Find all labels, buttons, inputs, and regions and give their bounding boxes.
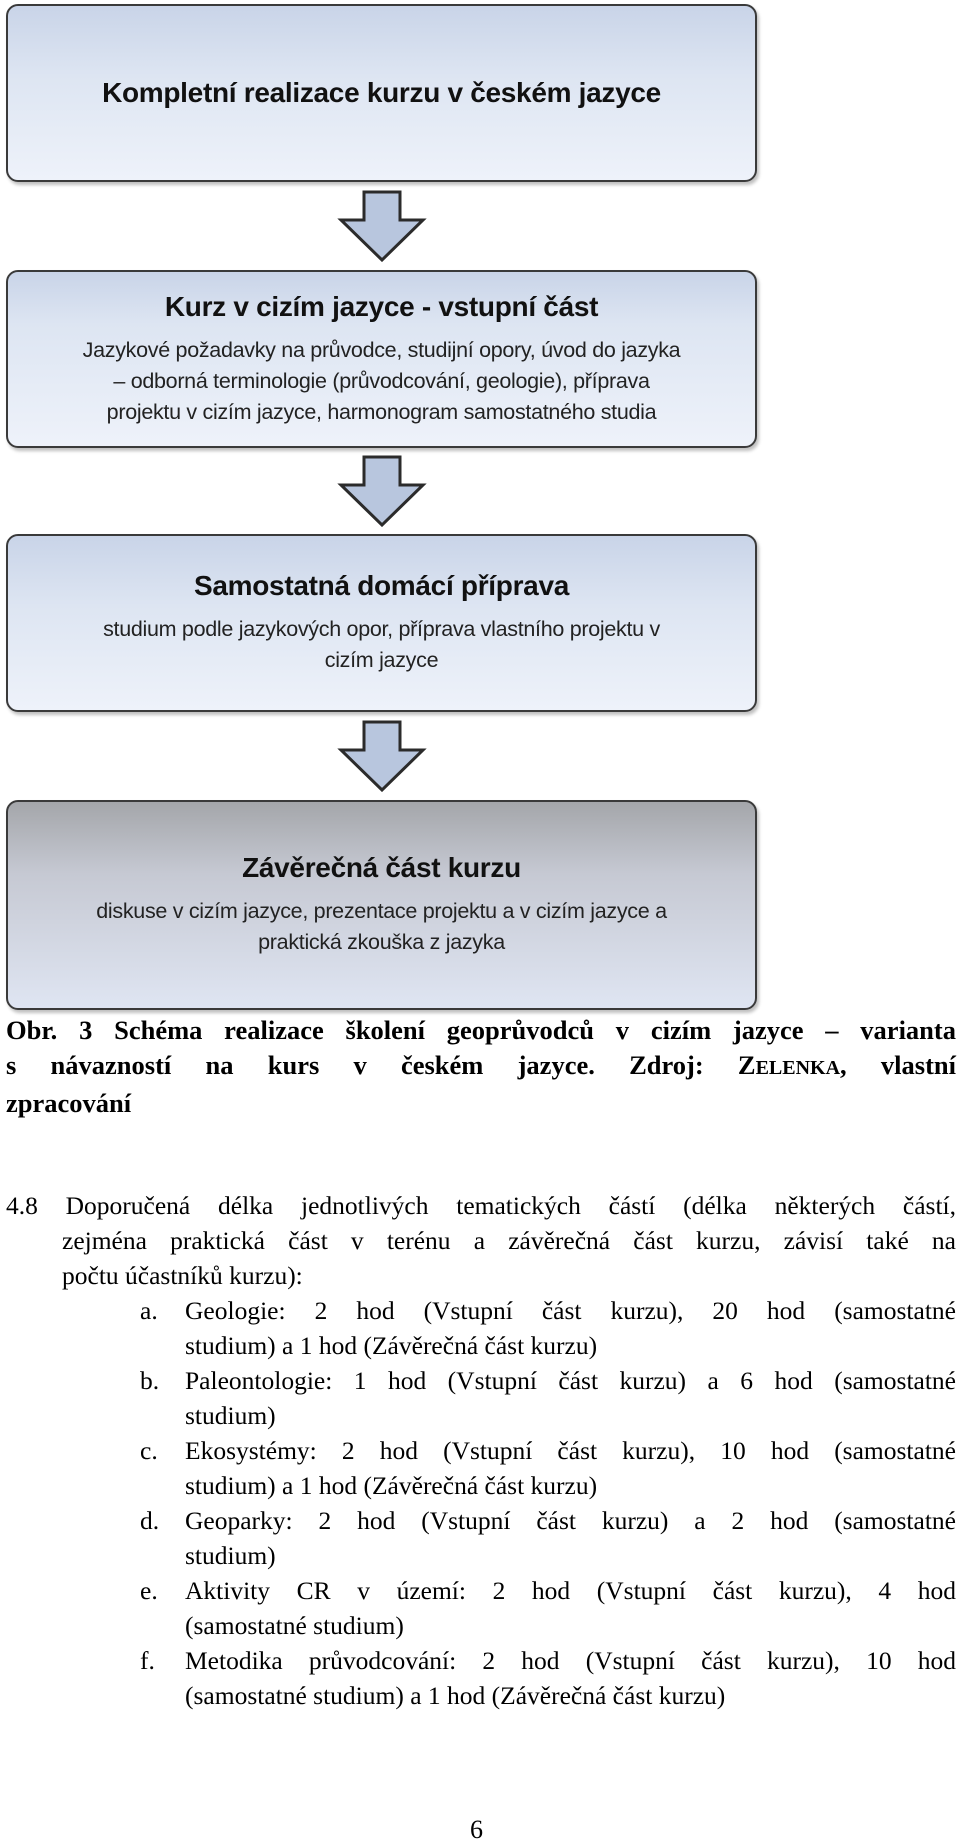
list-item-text: Paleontologie: 1 hod (Vstupní část kurzu) a 6 hod (samostatné [185, 1366, 956, 1395]
list-item [140, 1643, 956, 1713]
list-item-letter: b. [140, 1366, 160, 1395]
list-item-letter: e. [140, 1576, 158, 1605]
list-item-letter: f. [140, 1646, 155, 1675]
figure-caption [6, 1013, 956, 1121]
description-line: diskuse v cizím jazyce, prezentace projektu a v cizím jazyce a [96, 899, 667, 923]
flow-box-title: Samostatná domácí příprava [194, 570, 569, 601]
flow-box-complete-course [6, 4, 757, 182]
down-arrow-icon [337, 190, 427, 262]
caption-line [6, 1048, 956, 1086]
caption-text: , vlastní [840, 1050, 956, 1080]
down-arrow-icon [337, 720, 427, 792]
caption-author-smallcaps: ELENKA [755, 1057, 841, 1079]
list-item-text: studium) a 1 hod (Závěrečná část kurzu) [185, 1331, 598, 1360]
description-line: studium podle jazykových opor, příprava vlastního projektu v [103, 617, 660, 641]
page-number: 6 [470, 1815, 483, 1844]
list-item [140, 1573, 956, 1643]
description-line: cizím jazyce [324, 648, 439, 672]
list-item-letter: d. [140, 1506, 160, 1535]
duration-list [140, 1293, 956, 1713]
flow-box-final-part [6, 800, 757, 1010]
flow-box-title: Závěrečná část kurzu [242, 852, 521, 883]
description-line: – odborná terminologie (průvodcování, geologie), příprava [113, 368, 650, 393]
section-heading [6, 1188, 956, 1293]
list-item-text: studium) [185, 1541, 276, 1570]
list-item-text: studium) a 1 hod (Závěrečná část kurzu) [185, 1471, 598, 1500]
description-line: Jazykové požadavky na průvodce, studijní opory, úvod do jazyka [82, 337, 681, 362]
list-item-text: Geologie: 2 hod (Vstupní část kurzu), 20 hod (samostatné [185, 1296, 956, 1325]
list-item-letter: a. [140, 1296, 158, 1325]
list-item [140, 1363, 956, 1433]
flow-box-title: Kurz v cizím jazyce - vstupní část [164, 290, 599, 322]
flow-box-self-study [6, 534, 757, 712]
down-arrow-icon [337, 455, 427, 527]
list-item-text: Geoparky: 2 hod (Vstupní část kurzu) a 2 hod (samostatné [185, 1506, 956, 1535]
list-item-text: studium) [185, 1401, 276, 1430]
list-item-text: (samostatné studium) [185, 1611, 404, 1640]
list-item-letter: c. [140, 1436, 158, 1465]
flow-box-description [83, 335, 681, 428]
flow-box-description [103, 614, 660, 676]
list-item [140, 1433, 956, 1503]
list-item-text: Aktivity CR v území: 2 hod (Vstupní část kurzu), 4 hod [185, 1576, 956, 1605]
section-heading-line: 4.8 Doporučená délka jednotlivých tematických částí (délka některých částí, [6, 1191, 956, 1220]
caption-line: zpracování [6, 1088, 132, 1118]
caption-line: Obr. 3 Schéma realizace školení geoprůvodců v cizím jazyce – varianta [6, 1015, 956, 1045]
caption-text: s návazností na kurs v českém jazyce. Zdroj: Z [6, 1050, 756, 1080]
section-heading-line: počtu účastníků kurzu): [62, 1261, 303, 1290]
list-item-text: (samostatné studium) a 1 hod (Závěrečná část kurzu) [185, 1681, 726, 1710]
description-line: praktická zkouška z jazyka [258, 930, 505, 954]
list-item [140, 1503, 956, 1573]
description-line: projektu v cizím jazyce, harmonogram samostatného studia [106, 399, 657, 424]
flow-box-description [96, 896, 667, 958]
flow-box-title: Kompletní realizace kurzu v českém jazyce [102, 77, 661, 108]
section-heading-line: zejména praktická část v terénu a závěrečná část kurzu, závisí také na [62, 1226, 956, 1255]
list-item-text: Ekosystémy: 2 hod (Vstupní část kurzu), 10 hod (samostatné [185, 1436, 956, 1465]
list-item [140, 1293, 956, 1363]
flow-box-intro-part [6, 270, 757, 448]
list-item-text: Metodika průvodcování: 2 hod (Vstupní část kurzu), 10 hod [185, 1646, 956, 1675]
